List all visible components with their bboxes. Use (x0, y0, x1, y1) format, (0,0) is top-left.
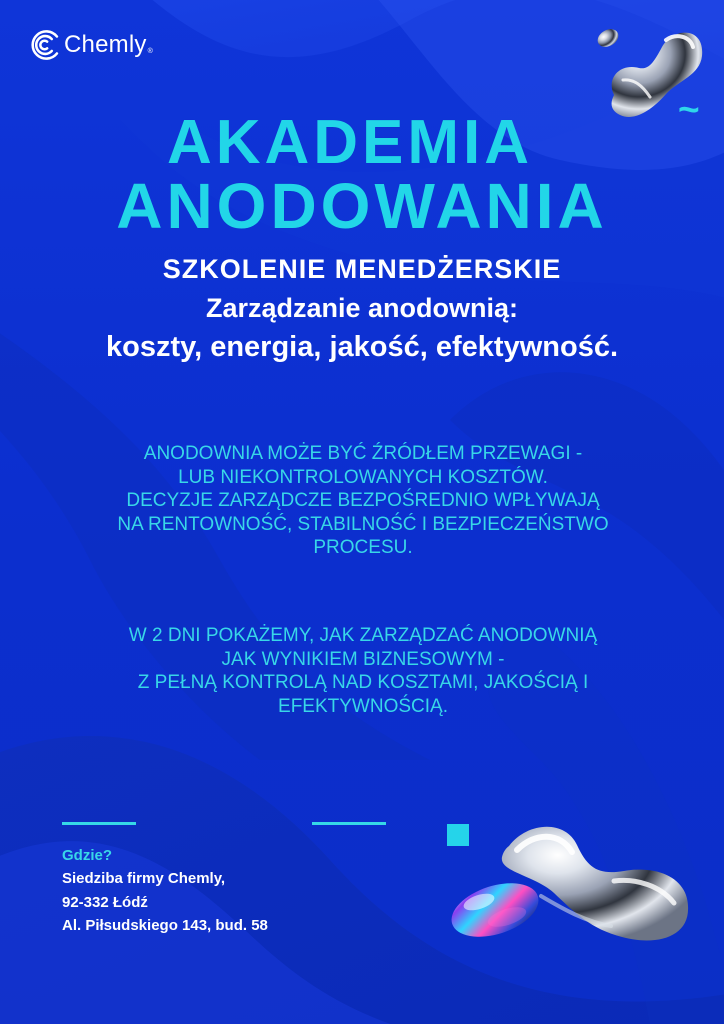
body-p1-line-5: PROCESU. (313, 537, 413, 559)
body-p2-line-1: W 2 DNI POKAŻEMY, JAK ZARZĄDZAĆ ANODOWNIĄ (128, 625, 598, 646)
address-line-3: Al. Piłsudskiego 143, bud. 58 (62, 917, 268, 935)
brand-name: Chemly (64, 31, 147, 58)
body-p1-line-3: DECYZJE ZARZĄDCZE BEZPOŚREDNIO WPŁYWAJĄ (126, 490, 600, 512)
brand-registered-mark: ® (147, 47, 153, 55)
headline-line-1: AKADEMIA (166, 108, 534, 177)
brand-logo (28, 28, 153, 62)
divider-middle (312, 822, 386, 825)
address-line-1: Siedziba firmy Chemly, (62, 870, 226, 888)
metallic-blob-bottom-icon (446, 814, 694, 946)
divider-left (62, 822, 136, 825)
headline-line-2: ANODOWANIA (116, 170, 608, 242)
subtitle-line-2: Zarządzanie anodownią: (205, 293, 519, 323)
address-line-2: 92-332 Łódź (62, 893, 148, 911)
body-paragraph-2 (34, 624, 692, 718)
body-p1-line-4: NA RENTOWNOŚĆ, STABILNOŚĆ I BEZPIECZEŃSTWO (117, 513, 609, 535)
chemly-logo-icon (28, 28, 62, 62)
body-p2-line-4: EFEKTYWNOŚCIĄ. (278, 695, 448, 717)
body-p2-line-3: Z PEŁNĄ KONTROLĄ NAD KOSZTAMI, JAKOŚCIĄ I (137, 672, 589, 694)
tilde-decoration: ~ (678, 89, 700, 130)
body-paragraph-1 (34, 442, 692, 560)
body-p1-line-2: LUB NIEKONTROLOWANYCH KOSZTÓW. (178, 466, 548, 488)
subtitle-line-3: koszty, energia, jakość, efektywność. (105, 331, 619, 363)
address-label: Gdzie? (62, 847, 113, 864)
address-block (62, 844, 268, 938)
subtitle-line-1: SZKOLENIE MENEDŻERSKIE (162, 254, 562, 284)
body-p2-line-2: JAK WYNIKIEM BIZNESOWYM - (221, 648, 505, 670)
body-p1-line-1: ANODOWNIA MOŻE BYĆ ŹRÓDŁEM PRZEWAGI - (143, 443, 583, 464)
